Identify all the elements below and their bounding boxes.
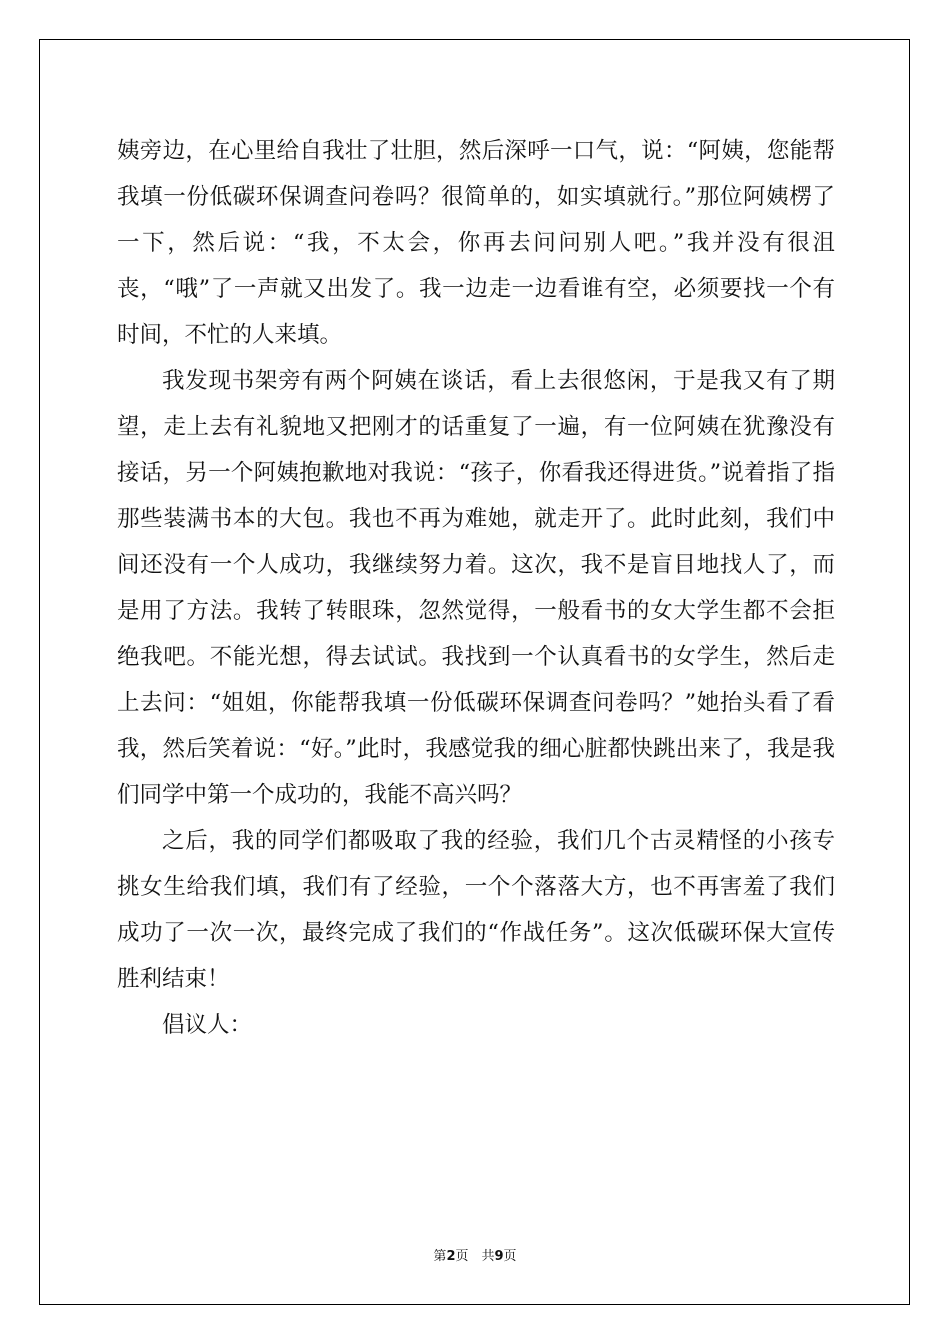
- document-body: [117, 128, 835, 1048]
- paragraph-signature: 倡议人：: [162, 1012, 253, 1038]
- footer-suffix: 页: [503, 1249, 517, 1264]
- page-footer: [0, 1245, 950, 1264]
- paragraph-3: 之后，我的同学们都吸取了我的经验，我们几个古灵精怪的小孩专挑女生给我们填，我们有了经验，一个个落落大方，也不再害羞了我们成功了一次一次，最终完成了我们的“作战任务”。这次低碳环保大宣传胜利结束！: [117, 828, 835, 992]
- paragraph-1: 姨旁边，在心里给自我壮了壮胆，然后深呼一口气，说：“阿姨，您能帮我填一份低碳环保调查问卷吗？很简单的，如实填就行。”那位阿姨楞了一下，然后说：“我，不太会，你再去问问别人吧。”我并没有很沮丧，“哦”了一声就又出发了。我一边走一边看谁有空，必须要找一个有时间，不忙的人来填。: [117, 138, 835, 348]
- footer-current-page: 2: [446, 1249, 456, 1264]
- paragraph-2: 我发现书架旁有两个阿姨在谈话，看上去很悠闲，于是我又有了期望，走上去有礼貌地又把刚才的话重复了一遍，有一位阿姨在犹豫没有接话，另一个阿姨抱歉地对我说：“孩子，你看我还得进货。”说着指了指那些装满书本的大包。我也不再为难她，就走开了。此时此刻，我们中间还没有一个人成功，我继续努力着。这次，我不是盲目地找人了，而是用了方法。我转了转眼珠，忽然觉得，一般看书的女大学生都不会拒绝我吧。不能光想，得去试试。我找到一个认真看书的女学生，然后走上去问：“姐姐，你能帮我填一份低碳环保调查问卷吗？”她抬头看了看我，然后笑着说：“好。”此时，我感觉我的细心脏都快跳出来了，我是我们同学中第一个成功的，我能不高兴吗？: [117, 368, 835, 808]
- footer-total-pages: 9: [494, 1249, 504, 1264]
- footer-mid: 页 共: [455, 1249, 495, 1264]
- footer-prefix: 第: [433, 1249, 447, 1264]
